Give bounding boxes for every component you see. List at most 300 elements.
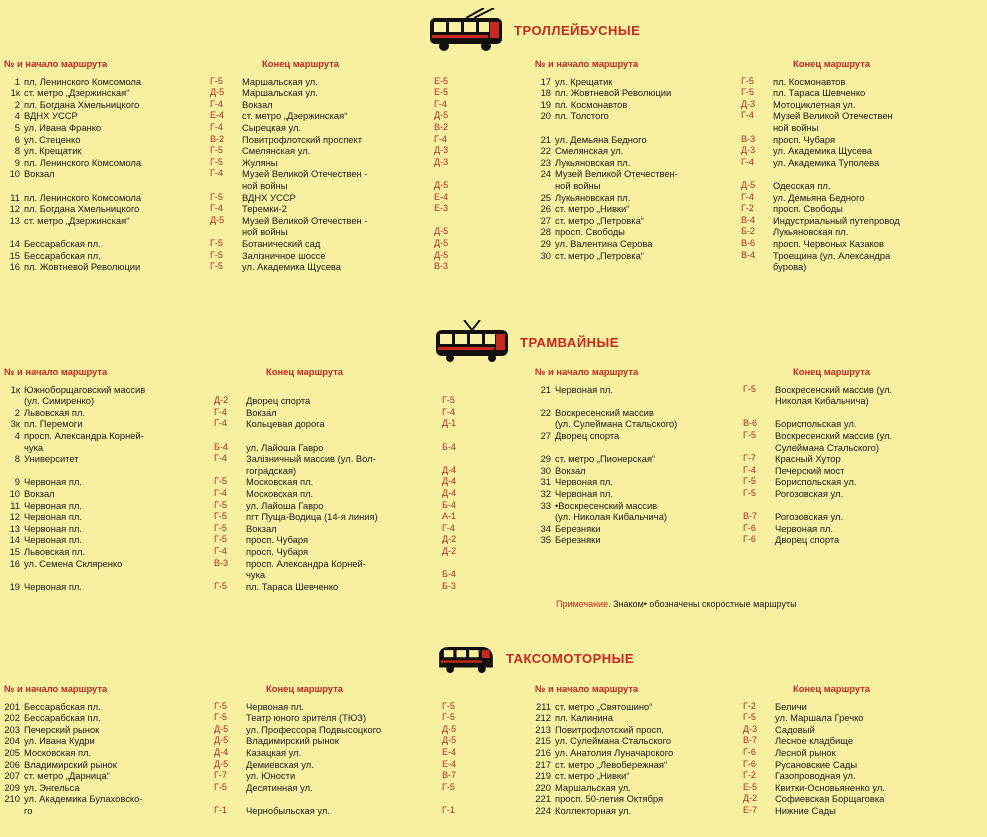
route-row bbox=[4, 110, 468, 122]
start-grid-ref bbox=[210, 226, 242, 238]
route-end: пгт Пуща-Водица (14-я линия) bbox=[246, 511, 378, 523]
route-number: 224 bbox=[535, 804, 551, 816]
route-row bbox=[535, 770, 987, 782]
route-start: Бессарабская пл. bbox=[24, 237, 101, 249]
route-row bbox=[4, 250, 468, 262]
route-end: Русановские Сады bbox=[775, 758, 858, 770]
route-start: Львовская пл. bbox=[24, 406, 86, 418]
route-end: просп. Чубаря bbox=[246, 534, 309, 546]
route-row bbox=[535, 701, 987, 713]
route-row bbox=[4, 523, 476, 535]
end-grid-ref: А-1 bbox=[442, 511, 457, 522]
start-grid-ref: Д-3 bbox=[743, 723, 758, 734]
start-grid-ref: Г-5 bbox=[214, 534, 227, 545]
tram-header bbox=[434, 320, 619, 364]
route-end: ул. Академика Щусева bbox=[242, 261, 341, 273]
end-grid-ref: Е-5 bbox=[434, 87, 449, 98]
route-start: ул. Стеценко bbox=[24, 133, 81, 145]
start-grid-ref: Г-5 bbox=[214, 499, 227, 510]
end-grid-ref bbox=[955, 747, 987, 759]
route-end: Жуляны bbox=[242, 156, 278, 168]
route-start bbox=[555, 442, 743, 454]
route-end: ул. Юности bbox=[246, 770, 296, 782]
end-grid-ref: Д-2 bbox=[442, 545, 457, 556]
route-start: ст. метро „Нивки“ bbox=[555, 770, 630, 782]
route-start: Червоная пл. bbox=[24, 499, 82, 511]
route-row bbox=[4, 192, 468, 204]
route-start: просп. Александра Корней- bbox=[24, 429, 144, 441]
end-grid-ref bbox=[953, 87, 987, 99]
route-start: Смелянская ул. bbox=[555, 145, 624, 157]
route-row bbox=[535, 476, 987, 488]
route-row bbox=[4, 384, 476, 396]
route-row bbox=[535, 500, 987, 512]
route-end: Повитрофлотский проспект bbox=[242, 133, 363, 145]
end-grid-ref: Д-5 bbox=[434, 249, 449, 260]
route-start: ст. метро „Петровка“ bbox=[555, 214, 644, 226]
route-row bbox=[4, 407, 476, 419]
route-start: пл. Ленинского Комсомола bbox=[24, 75, 142, 87]
route-row bbox=[4, 569, 476, 581]
route-start: Червоная пл. bbox=[24, 511, 82, 523]
end-header: Конец маршрута bbox=[266, 366, 343, 377]
start-grid-ref: Д-4 bbox=[214, 746, 229, 757]
start-grid-ref: Г-4 bbox=[210, 203, 223, 214]
route-end: Казацкая ул. bbox=[246, 746, 302, 758]
route-start: пл. Ленинского Комсомола bbox=[24, 156, 142, 168]
route-start: Повитрофлотский просп. bbox=[555, 723, 664, 735]
route-end: Воскресенский массив (ул. bbox=[775, 383, 893, 395]
trolleybus-header bbox=[428, 8, 640, 52]
end-grid-ref: В-2 bbox=[434, 121, 449, 132]
end-grid-ref bbox=[955, 488, 987, 500]
start-grid-ref: В-7 bbox=[743, 735, 758, 746]
start-grid-ref: Г-4 bbox=[210, 98, 223, 109]
start-grid-ref bbox=[214, 793, 246, 805]
route-end: Вокзал bbox=[246, 522, 277, 534]
end-grid-ref: В-3 bbox=[434, 261, 449, 272]
start-grid-ref: Г-5 bbox=[210, 145, 223, 156]
route-number: 26 bbox=[540, 203, 551, 215]
route-start: ст. метро „Петровка“ bbox=[555, 249, 644, 261]
route-end: Воскресенский массив (ул. bbox=[775, 429, 893, 441]
route-number bbox=[4, 395, 24, 407]
trolleybus-right-table bbox=[535, 58, 987, 273]
end-grid-ref bbox=[953, 110, 987, 122]
route-number: 3к bbox=[10, 418, 20, 430]
note-text: Знаком• обозначены скоростные маршруты bbox=[613, 599, 797, 609]
route-end: Рогозовская ул. bbox=[775, 487, 844, 499]
start-grid-ref: Г-5 bbox=[741, 75, 754, 86]
route-number: 8 bbox=[14, 145, 20, 157]
route-number: 207 bbox=[4, 770, 20, 782]
start-grid-ref: Г-6 bbox=[743, 746, 756, 757]
start-grid-ref: Г-5 bbox=[214, 580, 227, 591]
end-grid-ref: Д-5 bbox=[442, 735, 457, 746]
end-grid-ref bbox=[955, 724, 987, 736]
route-row bbox=[4, 511, 476, 523]
route-row bbox=[535, 759, 987, 771]
start-grid-ref bbox=[214, 430, 246, 442]
route-row bbox=[4, 203, 468, 215]
end-header: Конец маршрута bbox=[793, 366, 870, 377]
route-end: Лукьяновская пл. bbox=[773, 226, 849, 238]
route-number: 22 bbox=[540, 145, 551, 157]
route-start: пл. Перемоги bbox=[24, 418, 83, 430]
start-grid-ref: Г-2 bbox=[741, 203, 754, 214]
route-row bbox=[535, 215, 987, 227]
route-end: Вокзал bbox=[246, 406, 277, 418]
route-end: Дворец спорта bbox=[246, 395, 311, 407]
route-row bbox=[4, 395, 476, 407]
route-end: Мотоциклетная ул. bbox=[773, 98, 856, 110]
route-start: •Воскресенский массив bbox=[555, 499, 658, 511]
note-label: Примечание. bbox=[556, 599, 611, 609]
end-grid-ref bbox=[955, 453, 987, 465]
route-start bbox=[555, 395, 743, 407]
route-number: 215 bbox=[535, 735, 551, 747]
route-start bbox=[555, 261, 741, 273]
route-end: Московская пл. bbox=[246, 487, 314, 499]
start-grid-ref: Д-3 bbox=[741, 98, 756, 109]
route-row bbox=[535, 76, 987, 88]
start-grid-ref: Г-5 bbox=[210, 249, 223, 260]
route-start: ул. Ивана Франко bbox=[24, 121, 102, 133]
route-number: 2 bbox=[14, 406, 20, 418]
route-start: ст. метро „Дарница“ bbox=[24, 770, 110, 782]
end-grid-ref: Б-4 bbox=[442, 441, 456, 452]
route-row bbox=[4, 701, 476, 713]
route-end: Квитки-Основьяненко ул. bbox=[775, 781, 885, 793]
end-grid-ref bbox=[953, 145, 987, 157]
start-grid-ref: В-3 bbox=[741, 133, 756, 144]
route-row bbox=[4, 87, 468, 99]
route-number bbox=[535, 395, 555, 407]
start-grid-ref: Г-5 bbox=[214, 700, 227, 711]
start-grid-ref bbox=[743, 500, 775, 512]
route-end: Сулеймана Стальского) bbox=[775, 441, 880, 453]
start-grid-ref bbox=[741, 261, 773, 273]
route-row bbox=[535, 180, 987, 192]
end-grid-ref bbox=[953, 122, 987, 134]
route-row bbox=[4, 134, 468, 146]
route-number bbox=[535, 442, 555, 454]
start-grid-ref: Г-6 bbox=[743, 534, 756, 545]
taxi-left-table bbox=[4, 683, 476, 817]
route-start: пл. Богдана Хмельницкого bbox=[24, 203, 140, 215]
route-row bbox=[4, 805, 476, 817]
route-row bbox=[535, 157, 987, 169]
route-row bbox=[4, 442, 476, 454]
end-header: Конец маршрута bbox=[262, 58, 339, 69]
end-grid-ref bbox=[955, 442, 987, 454]
route-row bbox=[535, 511, 987, 523]
end-grid-ref bbox=[955, 476, 987, 488]
route-end: Садовый bbox=[775, 723, 815, 735]
trolleybus-title: ТРОЛЛЕЙБУСНЫЕ bbox=[514, 22, 641, 38]
start-grid-ref: Б-2 bbox=[741, 226, 755, 237]
route-number bbox=[535, 418, 555, 430]
start-header: № и начало маршрута bbox=[4, 366, 108, 377]
start-grid-ref: Г-1 bbox=[214, 804, 227, 815]
route-start: пл. Калинина bbox=[555, 712, 613, 724]
route-number: 213 bbox=[535, 723, 551, 735]
end-grid-ref: Д-4 bbox=[442, 464, 457, 475]
start-grid-ref: Г-4 bbox=[214, 418, 227, 429]
minibus-icon bbox=[436, 636, 496, 680]
route-row bbox=[535, 168, 987, 180]
route-number: 27 bbox=[540, 214, 551, 226]
start-grid-ref: Д-5 bbox=[210, 214, 225, 225]
end-grid-ref bbox=[955, 430, 987, 442]
start-grid-ref: Г-2 bbox=[743, 770, 756, 781]
route-row bbox=[535, 724, 987, 736]
route-end: Красный Хутор bbox=[775, 453, 841, 465]
end-grid-ref bbox=[953, 250, 987, 262]
route-start: Бессарабская пл. bbox=[24, 712, 101, 724]
route-end: Червоная пл. bbox=[246, 700, 304, 712]
end-grid-ref bbox=[955, 395, 987, 407]
route-start: просп. Свободы bbox=[555, 226, 625, 238]
route-number bbox=[4, 442, 24, 454]
route-end: ул. Академика Туполева bbox=[773, 156, 880, 168]
route-end: Лесное кладбище bbox=[775, 735, 854, 747]
route-row bbox=[535, 145, 987, 157]
start-grid-ref: Д-3 bbox=[741, 145, 756, 156]
route-end: Музей Великой Отечествен - bbox=[242, 168, 368, 180]
route-end: чука bbox=[246, 569, 266, 581]
route-number bbox=[535, 122, 555, 134]
start-grid-ref: Г-5 bbox=[214, 511, 227, 522]
route-end: ул. Академика Щусева bbox=[773, 145, 872, 157]
end-grid-ref: Е-3 bbox=[434, 203, 449, 214]
start-grid-ref: В-6 bbox=[743, 418, 758, 429]
route-row bbox=[535, 99, 987, 111]
start-grid-ref: Г-5 bbox=[743, 383, 756, 394]
route-number bbox=[535, 261, 555, 273]
route-end: Газопроводная ул. bbox=[775, 770, 856, 782]
route-end: Беличи bbox=[775, 700, 807, 712]
route-row bbox=[4, 430, 476, 442]
route-number: 204 bbox=[4, 735, 20, 747]
end-grid-ref bbox=[442, 793, 476, 805]
end-grid-ref bbox=[953, 192, 987, 204]
end-grid-ref bbox=[442, 558, 476, 570]
route-row bbox=[4, 747, 476, 759]
route-start: пл. Космонавтов bbox=[555, 98, 628, 110]
route-number: 14 bbox=[9, 237, 20, 249]
route-end: Смелянская ул. bbox=[242, 145, 311, 157]
route-start: ул. Семена Скляренко bbox=[24, 557, 123, 569]
route-end: ной войны bbox=[242, 226, 288, 238]
start-grid-ref: Г-4 bbox=[214, 453, 227, 464]
start-grid-ref: Г-2 bbox=[743, 700, 756, 711]
route-end: Сырецкая ул. bbox=[242, 121, 302, 133]
end-grid-ref: Е-5 bbox=[434, 75, 449, 86]
start-grid-ref: Г-6 bbox=[743, 522, 756, 533]
route-number: 16 bbox=[9, 261, 20, 273]
route-end: Кольцевая дорога bbox=[246, 418, 325, 430]
start-grid-ref: Г-5 bbox=[210, 237, 223, 248]
route-end: ул. Демьяна Бедного bbox=[773, 191, 865, 203]
route-start: Лукьяновская пл. bbox=[555, 191, 631, 203]
route-start: Лукьяновская пл. bbox=[555, 156, 631, 168]
end-grid-ref bbox=[953, 76, 987, 88]
end-grid-ref bbox=[953, 238, 987, 250]
end-grid-ref bbox=[953, 134, 987, 146]
route-end: ной войны bbox=[773, 121, 819, 133]
route-start: пл. Жовтневой Революции bbox=[24, 261, 141, 273]
route-row bbox=[4, 735, 476, 747]
route-row bbox=[535, 534, 987, 546]
route-end: гоградская) bbox=[246, 464, 297, 476]
route-number: 203 bbox=[4, 723, 20, 735]
route-end: просп. Червоных Казаков bbox=[773, 237, 884, 249]
end-grid-ref bbox=[953, 99, 987, 111]
route-start: ст. метро „Дзержинская“ bbox=[24, 87, 130, 99]
route-end: Московская пл. bbox=[246, 476, 314, 488]
route-number: 221 bbox=[535, 793, 551, 805]
route-number: 29 bbox=[540, 453, 551, 465]
route-number bbox=[4, 180, 24, 192]
route-number: 210 bbox=[4, 793, 20, 805]
end-grid-ref bbox=[953, 226, 987, 238]
route-number: 22 bbox=[540, 406, 551, 418]
route-end: Владимирский рынок bbox=[246, 735, 339, 747]
start-grid-ref: В-2 bbox=[210, 133, 225, 144]
end-grid-ref: Д-2 bbox=[442, 534, 457, 545]
route-row bbox=[535, 418, 987, 430]
end-grid-ref bbox=[955, 712, 987, 724]
route-start: го bbox=[24, 804, 33, 816]
route-end: просп. Свободы bbox=[773, 203, 843, 215]
route-row bbox=[535, 747, 987, 759]
route-start: просп. 50-летия Октября bbox=[555, 793, 664, 805]
end-grid-ref: Д-3 bbox=[434, 145, 449, 156]
start-grid-ref: Г-5 bbox=[743, 487, 756, 498]
route-end: Бориспольская ул. bbox=[775, 476, 857, 488]
route-row bbox=[4, 418, 476, 430]
route-row bbox=[535, 226, 987, 238]
route-row bbox=[4, 581, 476, 593]
end-grid-ref bbox=[955, 500, 987, 512]
route-row bbox=[535, 523, 987, 535]
route-row bbox=[4, 558, 476, 570]
end-grid-ref: Г-5 bbox=[442, 700, 455, 711]
route-number: 201 bbox=[4, 700, 20, 712]
route-row bbox=[535, 793, 987, 805]
start-grid-ref bbox=[743, 407, 775, 419]
route-end: просп. Александра Корней- bbox=[246, 557, 366, 569]
route-end: Нижние Сады bbox=[775, 804, 836, 816]
route-number: 220 bbox=[535, 781, 551, 793]
route-row bbox=[4, 99, 468, 111]
route-number bbox=[4, 465, 24, 477]
route-start: Бессарабская пл. bbox=[24, 700, 101, 712]
start-grid-ref: Г-5 bbox=[743, 712, 756, 723]
route-end: бурова) bbox=[773, 261, 807, 273]
route-start: Червоная пл. bbox=[24, 534, 82, 546]
route-number: 11 bbox=[10, 499, 20, 511]
route-start: Музей Великой Отечествен- bbox=[555, 168, 678, 180]
route-start: Червоная пл. bbox=[555, 487, 613, 499]
route-end: Одесская пл. bbox=[773, 179, 831, 191]
route-row bbox=[535, 384, 987, 396]
route-start: Вокзал bbox=[555, 464, 586, 476]
route-number: 202 bbox=[4, 712, 20, 724]
route-number: 20 bbox=[540, 110, 551, 122]
route-end bbox=[775, 407, 955, 419]
end-grid-ref: Д-5 bbox=[434, 237, 449, 248]
route-number: 17 bbox=[540, 75, 551, 87]
end-grid-ref bbox=[955, 465, 987, 477]
route-number: 219 bbox=[535, 770, 551, 782]
start-grid-ref: Г-5 bbox=[743, 429, 756, 440]
route-start bbox=[24, 226, 210, 238]
end-grid-ref bbox=[953, 215, 987, 227]
end-grid-ref: Б-4 bbox=[442, 569, 456, 580]
route-row bbox=[4, 453, 476, 465]
end-grid-ref bbox=[955, 782, 987, 794]
route-start: чука bbox=[24, 441, 44, 453]
route-end bbox=[246, 384, 442, 396]
route-end: пл. Тараса Шевченко bbox=[773, 87, 866, 99]
start-grid-ref: Г-4 bbox=[210, 168, 223, 179]
route-start: ул. Анатолия Луначарского bbox=[555, 746, 674, 758]
route-end: Ботанический сад bbox=[242, 237, 321, 249]
start-grid-ref: Д-2 bbox=[743, 793, 758, 804]
route-row bbox=[4, 180, 468, 192]
trolleybus-left-table bbox=[4, 58, 468, 273]
route-end: Музей Великой Отечествен - bbox=[242, 214, 368, 226]
route-start: Червоная пл. bbox=[24, 476, 82, 488]
start-grid-ref: Г-5 bbox=[210, 156, 223, 167]
end-grid-ref: Г-5 bbox=[442, 781, 455, 792]
route-end: Софиевская Борщаговка bbox=[775, 793, 885, 805]
route-end: Десятинная ул. bbox=[246, 781, 313, 793]
route-row bbox=[535, 134, 987, 146]
route-end: Теремки-2 bbox=[242, 203, 287, 215]
end-grid-ref: Г-4 bbox=[434, 133, 447, 144]
route-number: 4 bbox=[14, 429, 20, 441]
start-grid-ref: Г-4 bbox=[743, 464, 756, 475]
end-grid-ref: Г-5 bbox=[442, 712, 455, 723]
start-grid-ref: Г-5 bbox=[214, 781, 227, 792]
route-end bbox=[773, 168, 953, 180]
route-number: 15 bbox=[9, 545, 20, 557]
route-row bbox=[4, 534, 476, 546]
route-start bbox=[24, 569, 214, 581]
route-end: Маршальская ул. bbox=[242, 87, 318, 99]
route-number: 8 bbox=[14, 453, 20, 465]
route-end: Бориспольская ул. bbox=[775, 418, 857, 430]
taxi-right-table bbox=[535, 683, 987, 817]
route-number: 1к bbox=[10, 87, 20, 99]
route-start: Бессарабская пл. bbox=[24, 249, 101, 261]
route-number: 21 bbox=[540, 133, 551, 145]
route-end: ул. Маршала Гречко bbox=[775, 712, 864, 724]
route-number: 4 bbox=[14, 110, 20, 122]
end-grid-ref: В-7 bbox=[442, 770, 457, 781]
route-start: ул. Сулеймана Стальского bbox=[555, 735, 672, 747]
route-number: 35 bbox=[540, 534, 551, 546]
route-start bbox=[24, 180, 210, 192]
end-grid-ref bbox=[955, 759, 987, 771]
start-grid-ref bbox=[214, 569, 246, 581]
route-number: 209 bbox=[4, 781, 20, 793]
route-row bbox=[4, 488, 476, 500]
route-number: 211 bbox=[536, 700, 551, 712]
